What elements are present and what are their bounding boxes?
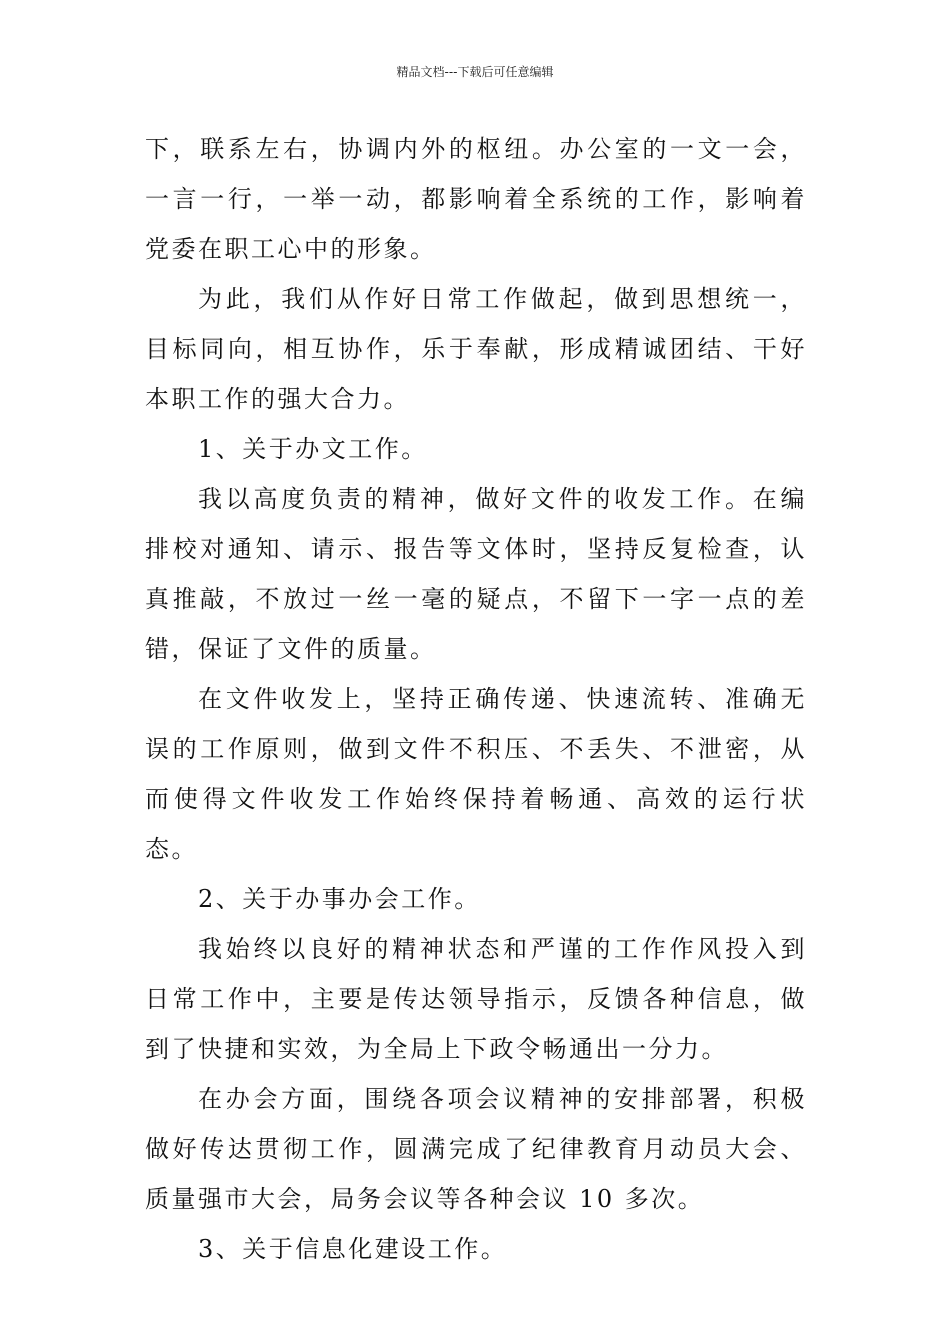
paragraph: 在文件收发上，坚持正确传递、快速流转、准确无误的工作原则，做到文件不积压、不丢失、不泄密，从而使得文件收发工作始终保持着畅通、高效的运行状态。: [145, 685, 807, 863]
section-heading-document-handling: 1、关于办文工作。: [198, 435, 428, 463]
section-heading-informatization: 3、关于信息化建设工作。: [198, 1235, 508, 1263]
document-body: [145, 124, 807, 1274]
paragraph: 在办会方面，围绕各项会议精神的安排部署，积极做好传达贯彻工作，圆满完成了纪律教育月动员大会、质量强市大会，局务会议等各种会议 10 多次。: [145, 1085, 807, 1213]
paragraph: 我始终以良好的精神状态和严谨的工作作风投入到日常工作中，主要是传达领导指示，反馈各种信息，做到了快捷和实效，为全局上下政令畅通出一分力。: [145, 935, 807, 1063]
page-header: 精品文档---下载后可任意编辑: [396, 65, 554, 79]
section-heading-affairs-meetings: 2、关于办事办会工作。: [198, 885, 481, 913]
paragraph-continuation: 下，联系左右，协调内外的枢纽。办公室的一文一会，一言一行，一举一动，都影响着全系统的工作，影响着党委在职工心中的形象。: [145, 135, 807, 263]
paragraph: 我以高度负责的精神，做好文件的收发工作。在编排校对通知、请示、报告等文体时，坚持反复检查，认真推敲，不放过一丝一毫的疑点，不留下一字一点的差错，保证了文件的质量。: [145, 485, 807, 663]
paragraph: 为此，我们从作好日常工作做起，做到思想统一，目标同向，相互协作，乐于奉献，形成精诚团结、干好本职工作的强大合力。: [145, 285, 807, 413]
